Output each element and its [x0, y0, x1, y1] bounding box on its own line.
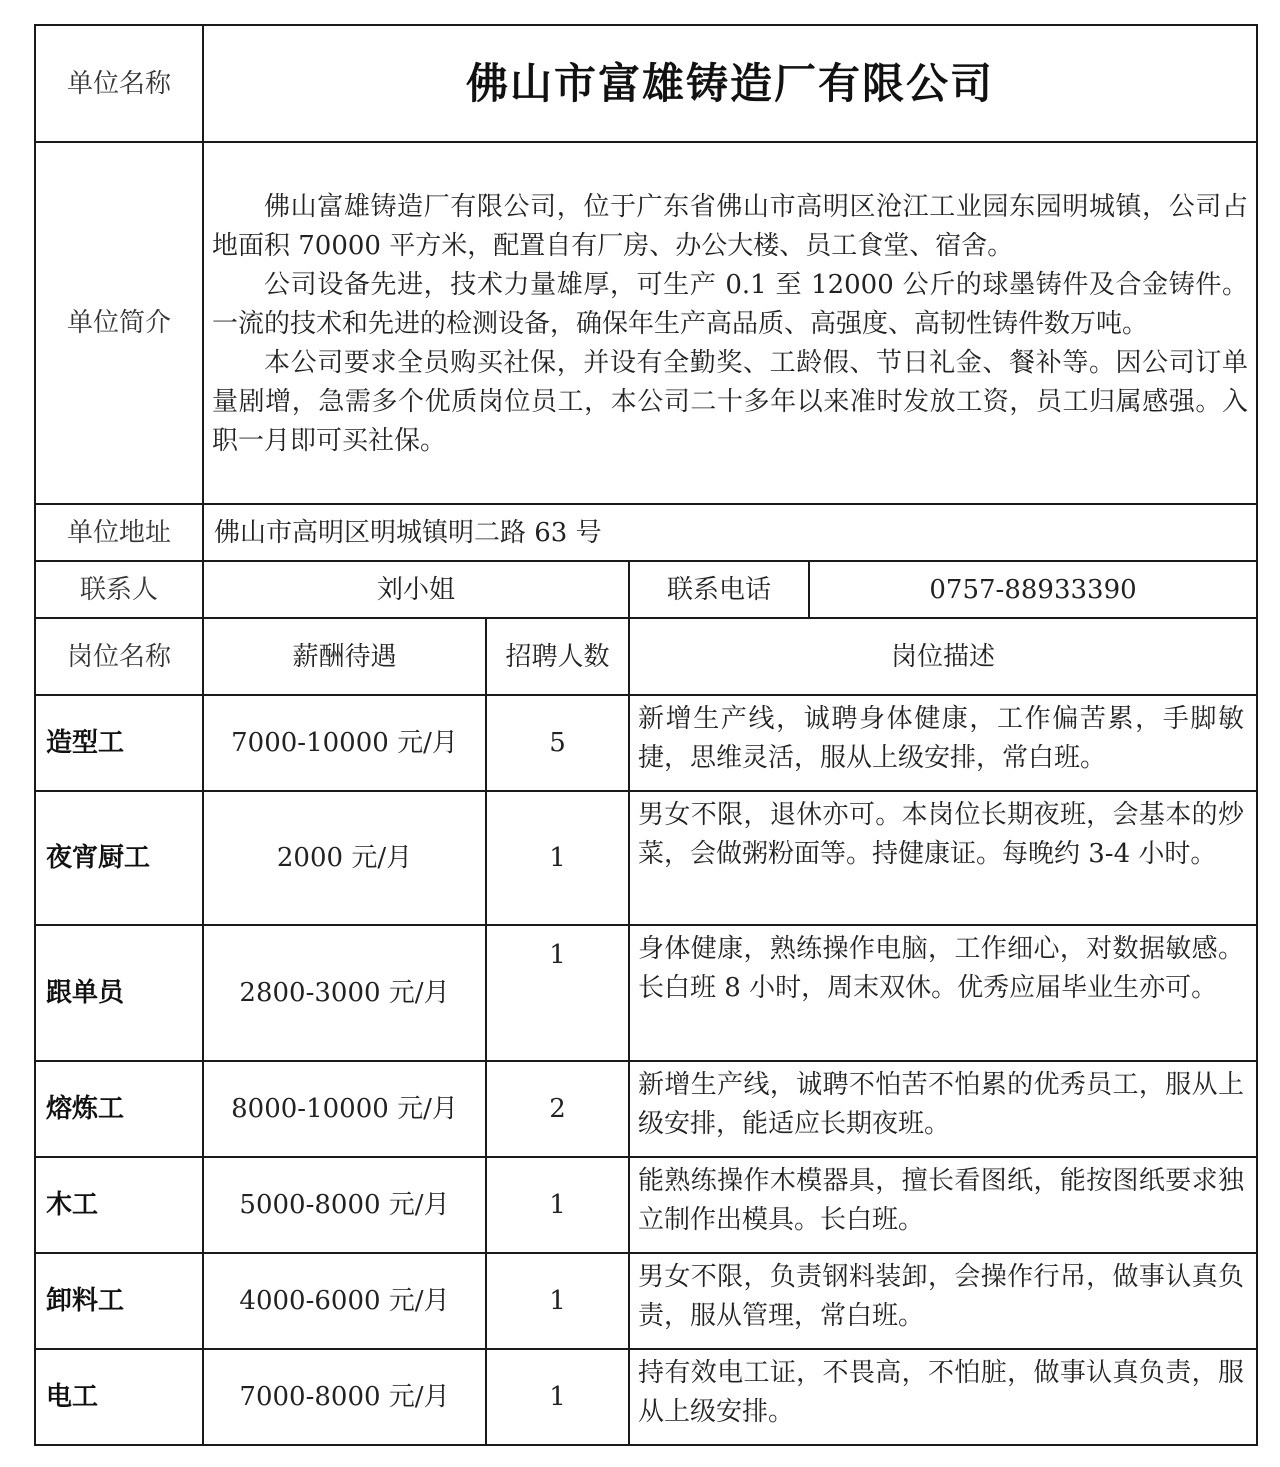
contact-row — [35, 561, 1257, 618]
job-count: 5 — [486, 695, 629, 791]
job-row — [35, 925, 1257, 1061]
job-count: 2 — [486, 1061, 629, 1157]
job-salary: 2000 元/月 — [203, 791, 486, 925]
job-description: 新增生产线，诚聘身体健康，工作偏苦累，手脚敏捷，思维灵活，服从上级安排，常白班。 — [629, 695, 1257, 791]
job-title: 夜宵厨工 — [35, 791, 203, 925]
contact-phone-label: 联系电话 — [629, 561, 809, 618]
job-count: 1 — [486, 1157, 629, 1253]
job-title: 木工 — [35, 1157, 203, 1253]
company-address-label: 单位地址 — [35, 504, 203, 561]
jobs-header-row — [35, 618, 1257, 695]
job-title: 造型工 — [35, 695, 203, 791]
header-description: 岗位描述 — [629, 618, 1257, 695]
job-count: 1 — [486, 1253, 629, 1349]
job-count: 1 — [486, 791, 629, 925]
job-count: 1 — [486, 925, 629, 1061]
company-address-row — [35, 504, 1257, 561]
contact-person: 刘小姐 — [203, 561, 629, 618]
job-salary: 5000-8000 元/月 — [203, 1157, 486, 1253]
header-count: 招聘人数 — [486, 618, 629, 695]
job-salary: 7000-10000 元/月 — [203, 695, 486, 791]
header-job-title: 岗位名称 — [35, 618, 203, 695]
job-salary: 8000-10000 元/月 — [203, 1061, 486, 1157]
recruitment-table — [34, 24, 1258, 1446]
job-row — [35, 1253, 1257, 1349]
job-description: 男女不限，负责钢料装卸，会操作行吊，做事认真负责，服从管理，常白班。 — [629, 1253, 1257, 1349]
job-title: 熔炼工 — [35, 1061, 203, 1157]
job-title: 卸料工 — [35, 1253, 203, 1349]
job-description: 新增生产线，诚聘不怕苦不怕累的优秀员工，服从上级安排，能适应长期夜班。 — [629, 1061, 1257, 1157]
job-count: 1 — [486, 1349, 629, 1445]
header-salary: 薪酬待遇 — [203, 618, 486, 695]
contact-person-label: 联系人 — [35, 561, 203, 618]
job-row — [35, 1061, 1257, 1157]
contact-phone: 0757-88933390 — [809, 561, 1257, 618]
job-row — [35, 1157, 1257, 1253]
job-description: 男女不限，退休亦可。本岗位长期夜班，会基本的炒菜，会做粥粉面等。持健康证。每晚约 3-4 小时。 — [629, 791, 1257, 925]
company-address: 佛山市高明区明城镇明二路 63 号 — [203, 504, 1257, 561]
job-salary: 4000-6000 元/月 — [203, 1253, 486, 1349]
job-salary: 2800-3000 元/月 — [203, 925, 486, 1061]
company-name: 佛山市富雄铸造厂有限公司 — [203, 25, 1257, 142]
job-description: 身体健康，熟练操作电脑，工作细心，对数据敏感。长白班 8 小时，周末双休。优秀应届毕业生亦可。 — [629, 925, 1257, 1061]
job-description: 能熟练操作木模器具，擅长看图纸，能按图纸要求独立制作出模具。长白班。 — [629, 1157, 1257, 1253]
job-description: 持有效电工证，不畏高，不怕脏，做事认真负责，服从上级安排。 — [629, 1349, 1257, 1445]
intro-paragraph: 佛山富雄铸造厂有限公司，位于广东省佛山市高明区沧江工业园东园明城镇，公司占地面积 70000 平方米，配置自有厂房、办公大楼、员工食堂、宿舍。 — [212, 191, 1249, 261]
company-name-label: 单位名称 — [35, 25, 203, 142]
company-intro — [203, 142, 1257, 504]
intro-paragraph: 公司设备先进，技术力量雄厚，可生产 0.1 至 12000 公斤的球墨铸件及合金铸件。一流的技术和先进的检测设备，确保年生产高品质、高强度、高韧性铸件数万吨。 — [212, 269, 1249, 339]
company-intro-label: 单位简介 — [35, 142, 203, 504]
job-row — [35, 695, 1257, 791]
job-title: 跟单员 — [35, 925, 203, 1061]
job-row — [35, 791, 1257, 925]
job-row — [35, 1349, 1257, 1445]
company-name-row — [35, 25, 1257, 142]
job-title: 电工 — [35, 1349, 203, 1445]
job-salary: 7000-8000 元/月 — [203, 1349, 486, 1445]
intro-paragraph: 本公司要求全员购买社保，并设有全勤奖、工龄假、节日礼金、餐补等。因公司订单量剧增，急需多个优质岗位员工，本公司二十多年以来准时发放工资，员工归属感强。入职一月即可买社保。 — [212, 347, 1249, 456]
company-intro-row — [35, 142, 1257, 504]
